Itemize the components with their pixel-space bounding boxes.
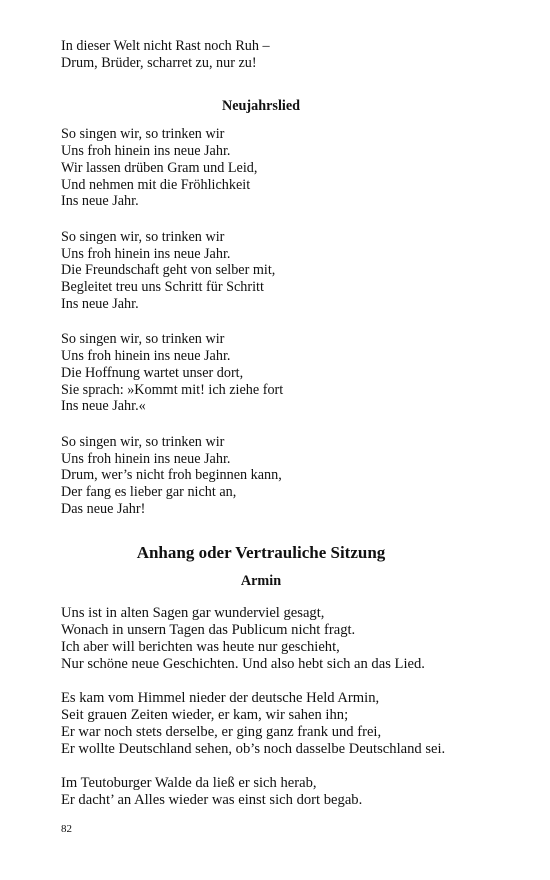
verse-line: Er war noch stets derselbe, er ging ganz frank und frei, (61, 723, 382, 740)
verse-line: Die Freundschaft geht von selber mit, (61, 262, 276, 279)
verse-line: Im Teutoburger Walde da ließ er sich herab, (61, 774, 317, 791)
poem2-stanza-3 (61, 775, 461, 809)
verse-line: Uns froh hinein ins neue Jahr. (61, 143, 231, 160)
verse-line: Uns froh hinein ins neue Jahr. (61, 450, 231, 467)
poem1-stanza-4 (61, 434, 461, 518)
verse-line: Er wollte Deutschland sehen, ob’s noch dasselbe Deutschland sei. (61, 740, 446, 757)
verse-line: Die Hoffnung wartet unser dort, (61, 364, 244, 381)
verse-line: Nur schöne neue Geschichten. Und also hebt sich an das Lied. (61, 656, 425, 673)
verse-line: Und nehmen mit die Fröhlichkeit (61, 176, 251, 193)
poem-title: Neujahrslied (221, 98, 301, 115)
verse-line: Es kam vom Himmel nieder der deutsche Held Armin, (61, 690, 380, 707)
verse-line: Seit grauen Zeiten wieder, er kam, wir sahen ihn; (61, 707, 349, 723)
page-content (61, 38, 461, 809)
verse-line: Begleitet treu uns Schritt für Schritt (61, 279, 264, 296)
verse-line: Der fang es lieber gar nicht an, (61, 484, 237, 501)
page-number: 82 (61, 823, 72, 835)
poem1-stanza-1 (61, 126, 461, 210)
verse-line: Wir lassen drüben Gram und Leid, (61, 159, 258, 176)
verse-line: Sie sprach: »Kommt mit! ich ziehe fort (61, 381, 284, 398)
verse-line: In dieser Welt nicht Rast noch Ruh – (61, 38, 270, 54)
top-stanza (61, 38, 461, 71)
verse-line: So singen wir, so trinken wir (61, 331, 225, 348)
verse-line: Ins neue Jahr. (61, 193, 139, 210)
verse-line: So singen wir, so trinken wir (61, 228, 225, 245)
verse-line: Ich aber will berichten was heute nur geschieht, (61, 639, 340, 656)
verse-line: So singen wir, so trinken wir (61, 433, 225, 450)
section-title: Anhang oder Vertrauliche Sitzung (136, 543, 386, 563)
verse-line: Ins neue Jahr.« (61, 398, 146, 415)
verse-line: Uns ist in alten Sagen gar wunderviel gesagt, (61, 605, 325, 622)
verse-line: Drum, Brüder, scharret zu, nur zu! (61, 54, 257, 71)
verse-line: Uns froh hinein ins neue Jahr. (61, 245, 231, 262)
verse-line: So singen wir, so trinken wir (61, 126, 225, 143)
poem2-stanza-2 (61, 690, 461, 758)
verse-line: Ins neue Jahr. (61, 295, 139, 312)
verse-line: Drum, wer’s nicht froh beginnen kann, (61, 467, 282, 484)
verse-line: Wonach in unsern Tagen das Publicum nicht fragt. (61, 622, 356, 639)
verse-line: Uns froh hinein ins neue Jahr. (61, 348, 231, 365)
verse-line: Er dacht’ an Alles wieder was einst sich dort begab. (61, 791, 363, 808)
poem1-stanza-3 (61, 331, 461, 415)
poem-title: Armin (240, 573, 282, 590)
poem2-stanza-1 (61, 605, 461, 673)
poem1-stanza-2 (61, 229, 461, 313)
verse-line: Das neue Jahr! (61, 500, 146, 517)
